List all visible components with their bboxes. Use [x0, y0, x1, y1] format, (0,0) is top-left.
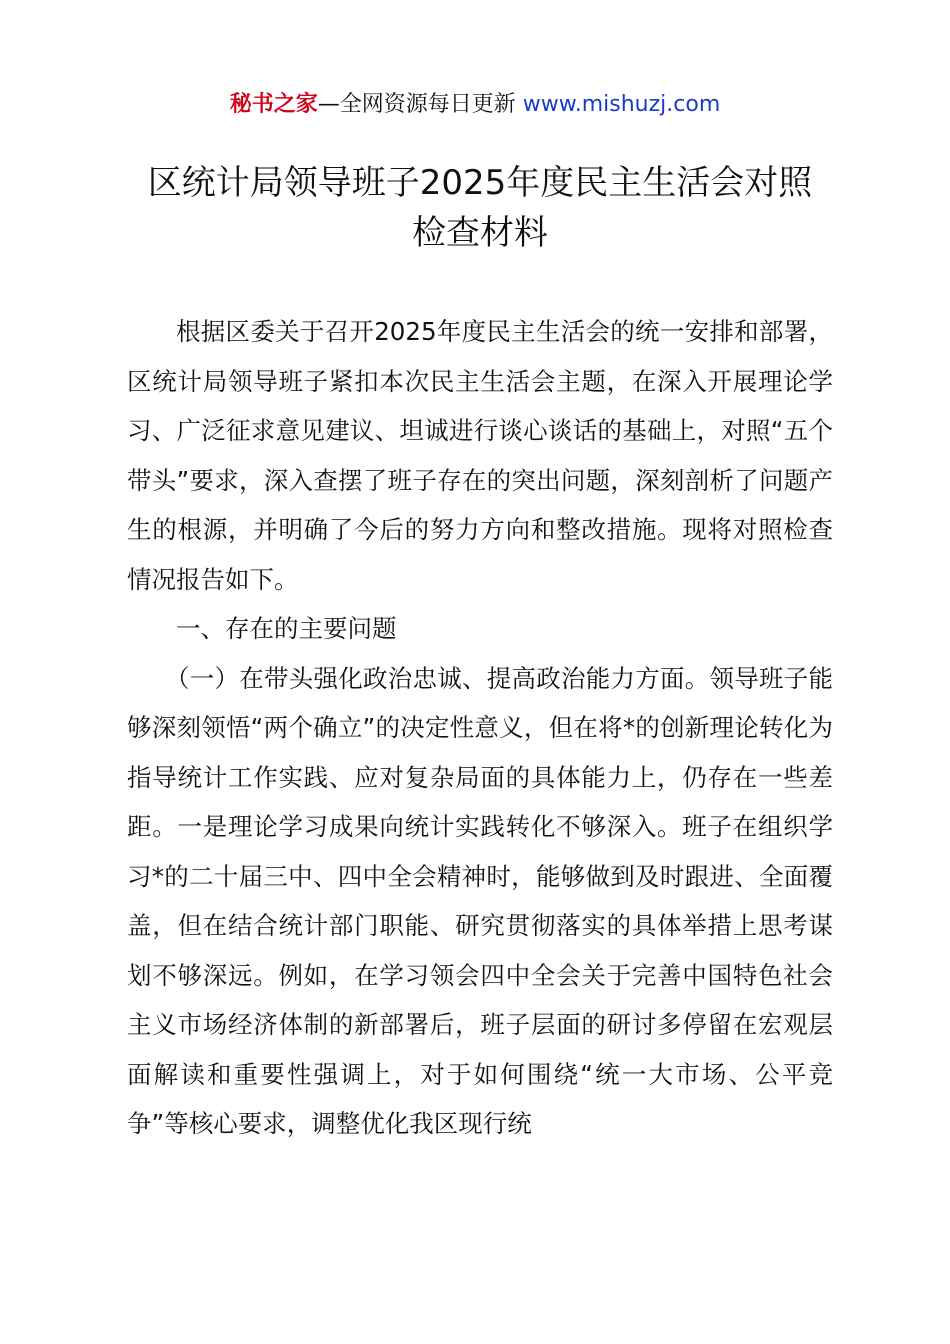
- site-name: 秘书之家: [229, 92, 318, 117]
- site-slogan: —全网资源每日更新: [317, 92, 523, 117]
- document-title-line-2: 检查材料: [412, 213, 548, 253]
- intro-paragraph: 根据区委关于召开2025年度民主生活会的统一安排和部署，区统计局领导班子紧扣本次民主生活会主题，在深入开展理论学习、广泛征求意见建议、坦诚进行谈心谈话的基础上，对照“五个带头”要求，深入查摆了班子存在的突出问题，深刻剖析了问题产生的根源，并明确了今后的努力方向和整改措施。现将对照检查情况报告如下。: [127, 317, 833, 594]
- section-paragraph: （一）在带头强化政治忠诚、提高政治能力方面。领导班子能够深刻领悟“两个确立”的决定性意义，但在将*的创新理论转化为指导统计工作实践、应对复杂局面的具体能力上，仍存在一些差距。一是理论学习成果向统计实践转化不够深入。班子在组织学习*的二十届三中、四中全会精神时，能够做到及时跟进、全面覆盖，但在结合统计部门职能、研究贯彻落实的具体举措上思考谋划不够深远。例如，在学习领会四中全会关于完善中国特色社会主义市场经济体制的新部署后，班子层面的研讨多停留在宏观层面解读和重要性强调上，对于如何围绕“统一大市场、公平竞争”等核心要求，调整优化我区现行统: [127, 663, 833, 1138]
- site-header: [0, 88, 950, 122]
- document-title: [100, 158, 860, 258]
- document-title-line-1: 区统计局领导班子2025年度民主生活会对照: [147, 163, 813, 203]
- section-heading: 一、存在的主要问题: [176, 614, 397, 643]
- site-url-link[interactable]: www.mishuzj.com: [522, 92, 721, 117]
- document-body: [127, 307, 833, 1149]
